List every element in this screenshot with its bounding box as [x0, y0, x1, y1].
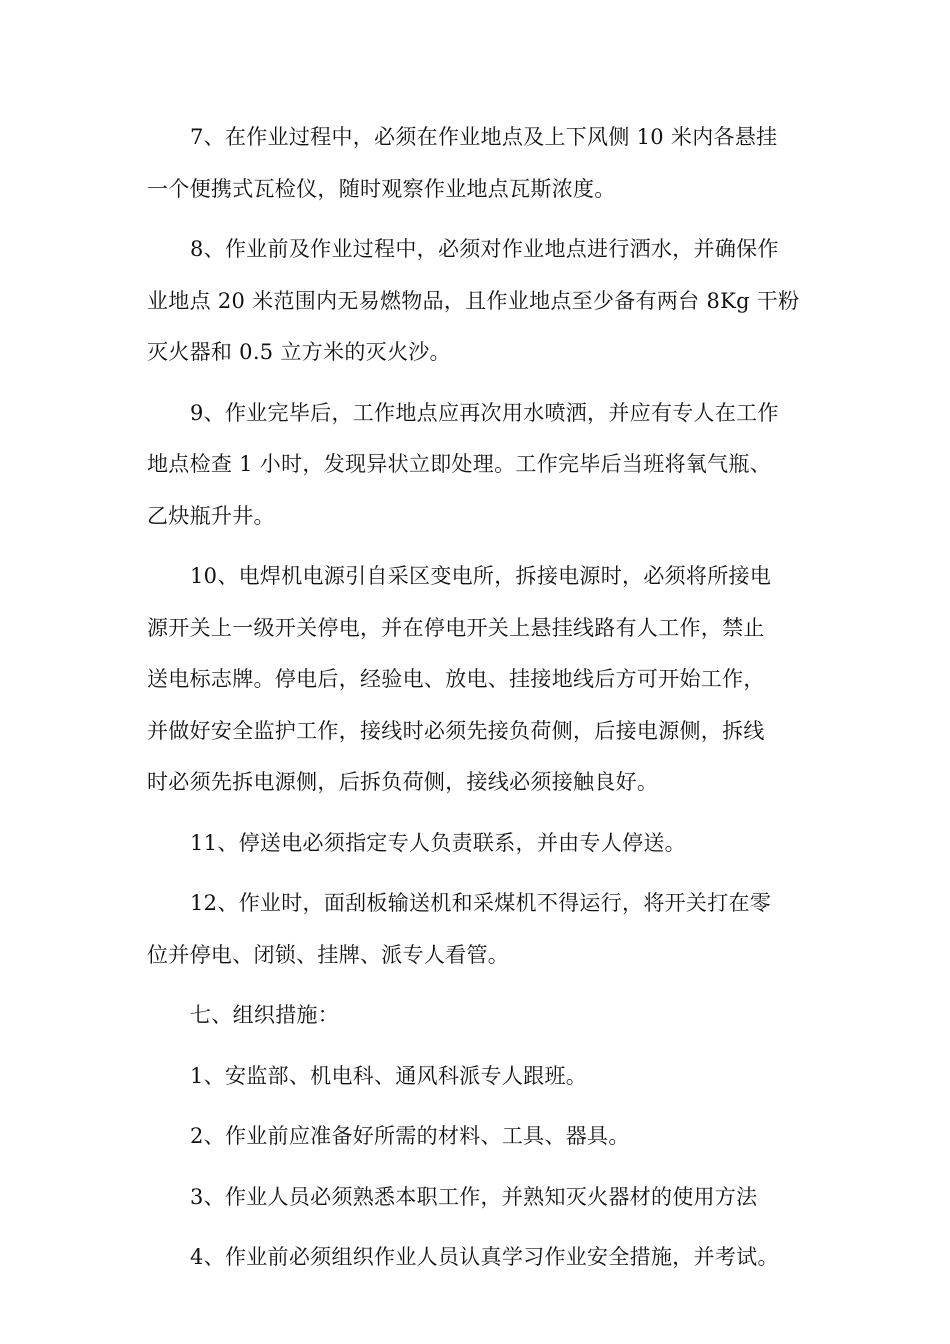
org-measure-item-3 [147, 1172, 807, 1224]
paragraph-item-11 [147, 818, 807, 870]
text-line: 10、电焊机电源引自采区变电所，拆接电源时，必须将所接电 [190, 564, 772, 588]
text-line: 源开关上一级开关停电，并在停电开关上悬挂线路有人工作，禁止 [147, 615, 765, 640]
org-measure-item-1 [147, 1051, 807, 1103]
text-line: 12、作业时，面刮板输送机和采煤机不得运行，将开关打在零 [190, 891, 772, 915]
text-line: 地点检查 1 小时，发现异状立即处理。工作完毕后当班将氧气瓶、 [147, 452, 772, 476]
org-measure-item-4 [147, 1232, 807, 1284]
text-line: 一个便携式瓦检仪，随时观察作业地点瓦斯浓度。 [147, 176, 616, 201]
document-body [147, 112, 807, 1293]
paragraph-item-7 [147, 112, 807, 215]
text-line: 9、作业完毕后，工作地点应再次用水喷洒，并应有专人在工作 [190, 400, 779, 425]
text-line: 时必须先拆电源侧，后拆负荷侧，接线必须接触良好。 [147, 770, 659, 794]
text-line: 位并停电、闭锁、挂牌、派专人看管。 [147, 942, 510, 967]
text-line: 业地点 20 米范围内无易燃物品，且作业地点至少备有两台 8Kg 干粉 [147, 288, 800, 313]
text-line: 并做好安全监护工作，接线时必须先接负荷侧，后接电源侧，拆线 [147, 718, 765, 743]
text-line: 乙炔瓶升井。 [147, 503, 275, 528]
text-line: 4、作业前必须组织作业人员认真学习作业安全措施，并考试。 [190, 1245, 779, 1269]
text-line: 8、作业前及作业过程中，必须对作业地点进行洒水，并确保作 [190, 237, 779, 261]
text-line: 送电标志牌。停电后，经验电、放电、挂接地线后方可开始工作， [147, 667, 765, 691]
text-line: 2、作业前应准备好所需的材料、工具、器具。 [190, 1124, 630, 1148]
paragraph-item-8 [147, 224, 807, 379]
text-line: 3、作业人员必须熟悉本职工作，并熟知灭火器材的使用方法 [190, 1184, 758, 1209]
text-line: 11、停送电必须指定专人负责联系，并由专人停送。 [190, 830, 686, 855]
paragraph-item-12 [147, 878, 807, 981]
text-line: 灭火器和 0.5 立方米的灭火沙。 [147, 340, 451, 364]
text-line: 7、在作业过程中，必须在作业地点及上下风侧 10 米内各悬挂 [190, 125, 778, 149]
paragraph-item-10 [147, 551, 807, 809]
org-measure-item-2 [147, 1111, 807, 1163]
paragraph-item-9 [147, 388, 807, 543]
section-heading [147, 990, 807, 1042]
text-line: 1、安监部、机电科、通风科派专人跟班。 [190, 1063, 588, 1088]
heading-text: 七、组织措施： [190, 1003, 340, 1027]
